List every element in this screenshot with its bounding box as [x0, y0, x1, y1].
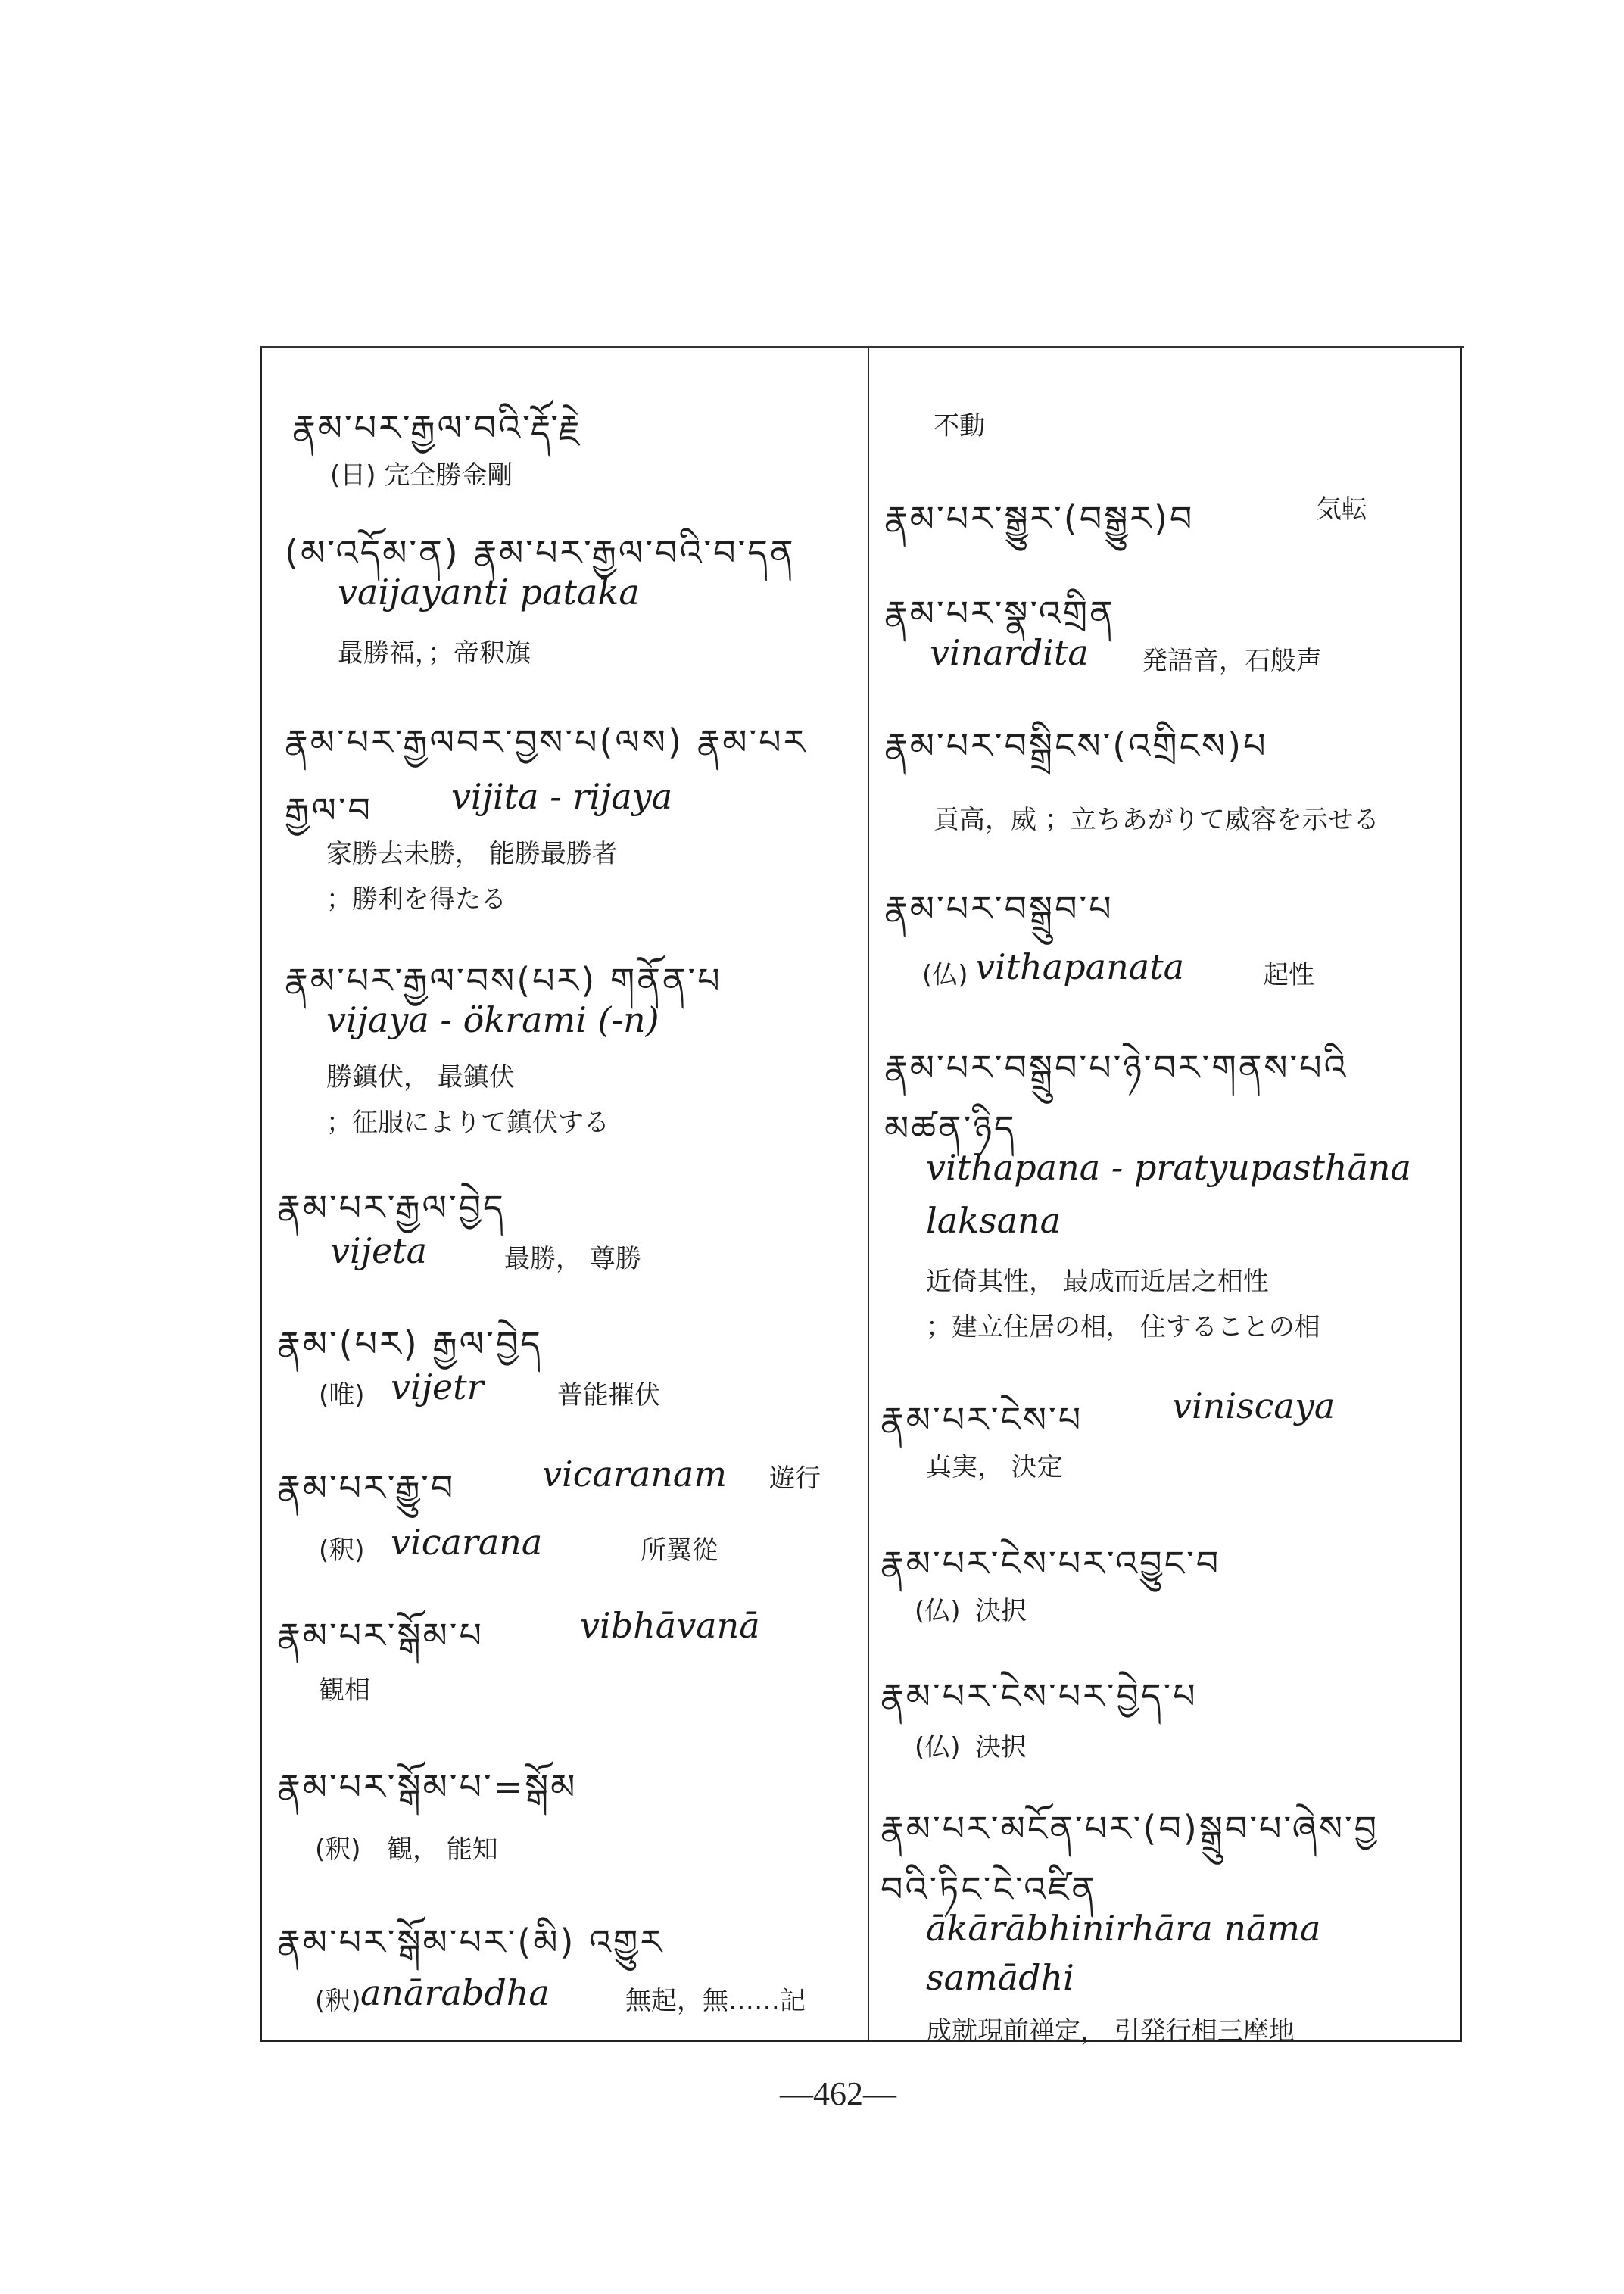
entry-gloss: 起性 [1263, 960, 1314, 990]
entry-prefix: (仏) [915, 1732, 961, 1763]
entry-gloss: 成就現前禅定， 引発行相三摩地 [926, 2016, 1295, 2046]
entry-headword: རྣམ་པར་ངེས་པར་བྱེད་པ [881, 1675, 1198, 1716]
entry-gloss: 決択 [975, 1732, 1027, 1763]
entry-headword: རྣམ་པར་ངེས་པར་འབྱུང་བ [881, 1543, 1221, 1584]
entry-headword: རྣམ་པར་ངེས་པ [881, 1399, 1083, 1440]
entry-prefix: (唯) [319, 1380, 365, 1410]
entry-gloss-note: ；建立住居の相， 住することの相 [926, 1312, 1320, 1342]
dictionary-page-frame [260, 346, 1462, 2046]
entry-gloss: 無起，無……記 [625, 1986, 806, 2016]
entry-prefix: (釈) [319, 1535, 365, 1566]
entry-headword: རྣམ་པར་སྒོམ་པ [277, 1615, 484, 1656]
entry-prefix: (釈) [315, 1986, 361, 2016]
entry-sanskrit: ākārābhinirhāra nāma [926, 1908, 1321, 1949]
entry-headword: རྣམ་(པར) རྒྱལ་བྱེད [277, 1323, 543, 1364]
entry-headword-cont: བའི་ཏིང་ངེ་འཛིན [881, 1869, 1098, 1909]
page-number: —462— [780, 2075, 896, 2112]
entry-sanskrit: vijaya - ökrami (-n) [326, 999, 659, 1040]
entry-gloss: 発語音，石般声 [1142, 646, 1322, 676]
entry-headword: རྣམ་པར་སྒྱུར་(བསྒྱུར)བ [884, 498, 1195, 539]
entry-sanskrit: vijita - rijaya [451, 776, 673, 817]
entry-gloss: (日) 完全勝金剛 [330, 460, 513, 491]
entry-sanskrit: vithapana - pratyupasthāna [926, 1147, 1411, 1188]
entry-gloss: 勝鎮伏， 最鎮伏 [326, 1062, 515, 1092]
entry-gloss: 家勝去未勝， 能勝最勝者 [326, 839, 618, 869]
entry-gloss: 最勝福，；帝釈旗 [338, 638, 531, 669]
entry-sanskrit: anārabdha [360, 1972, 550, 2013]
entry-headword: རྣམ་པར་རྒྱལབར་བྱས་པ(ལས) རྣམ་པར [285, 722, 808, 762]
entry-sanskrit: vijetr [391, 1367, 484, 1407]
entry-sanskrit-cont: samādhi [926, 1957, 1074, 1998]
entry-sanskrit: vicarana [391, 1522, 543, 1563]
entry-sanskrit: viniscaya [1172, 1385, 1336, 1426]
entry-sanskrit: vijeta [330, 1230, 428, 1271]
entry-prefix: (仏) [922, 960, 968, 990]
entry-headword: རྣམ་པར་བསྒྲུབ་པ་ཉེ་བར་གནས་པའི [884, 1047, 1348, 1088]
entry-gloss: 真実， 決定 [926, 1452, 1063, 1482]
entry-headword: རྣམ་པར་སྒོམ་པར་(མི) འགྱུར [277, 1922, 665, 1962]
entry-gloss: 近倚其性， 最成而近居之相性 [926, 1267, 1269, 1297]
entry-headword-cont: རྒྱལ་བ [285, 790, 373, 831]
left-column [262, 348, 868, 2040]
entry-gloss: 普能摧伏 [557, 1380, 660, 1410]
entry-gloss: 最勝， 尊勝 [504, 1244, 641, 1274]
entry-headword: རྣམ་པར་སྒོམ་པ་=སྒོམ [277, 1766, 578, 1807]
entry-sanskrit: vicaranam [542, 1454, 727, 1495]
entry-gloss: 所翼從 [641, 1535, 718, 1566]
entry-gloss-note: ；勝利を得たる [326, 884, 507, 915]
entry-headword: རྣམ་པར་སྣ་འགྲིན [884, 593, 1115, 634]
entry-gloss-note: ；征服によりて鎮伏する [326, 1108, 609, 1138]
entry-gloss: 決択 [975, 1596, 1027, 1626]
entry-sanskrit: vithapanata [975, 946, 1185, 987]
entry-gloss: 貢高，威 ；立ちあがりて威容を示せる [934, 805, 1379, 835]
entry-headword: རྣམ་པར་རྒྱལ་བའི་རྡོ་རྗེ [292, 407, 582, 448]
entry-headword: རྣམ་པར་རྒྱལ་བས(པར) གནོན་པ [285, 960, 722, 1001]
entry-gloss: 遊行 [769, 1463, 821, 1494]
entry-sanskrit: vibhāvanā [580, 1605, 760, 1646]
entry-headword: རྣམ་པར་བསྒྲུབ་པ [884, 888, 1114, 929]
entry-headword: རྣམ་པར་བསྒྲིངས་(འགྲིངས)པ [884, 725, 1268, 766]
entry-headword: (མ་འདོམ་ན) རྣམ་པར་རྒྱལ་བའི་བ་དན [285, 532, 796, 573]
entry-sanskrit: vinardita [930, 632, 1089, 673]
entry-sanskrit: vaijayanti pataka [338, 572, 640, 612]
right-column [869, 348, 1464, 2046]
entry-prefix: (仏) [915, 1596, 961, 1626]
entry-headword-cont: མཚན་ཉིད [884, 1108, 1017, 1149]
entry-headword: རྣམ་པར་རྒྱལ་བྱེད [277, 1187, 506, 1228]
entry-headword: རྣམ་པར་རྒྱུ་བ [277, 1467, 456, 1508]
entry-prefix: (釈) [315, 1834, 361, 1865]
entry-gloss: 観相 [319, 1675, 370, 1706]
entry-gloss: 観， 能知 [387, 1834, 498, 1865]
entry-headword: རྣམ་པར་མངོན་པར་(བ)སྒྲུབ་པ་ཞེས་བྱ [881, 1808, 1379, 1849]
entry-gloss: 気転 [1316, 494, 1367, 525]
entry-sanskrit-cont: laksana [926, 1200, 1061, 1241]
entry-gloss: 不動 [934, 411, 985, 441]
